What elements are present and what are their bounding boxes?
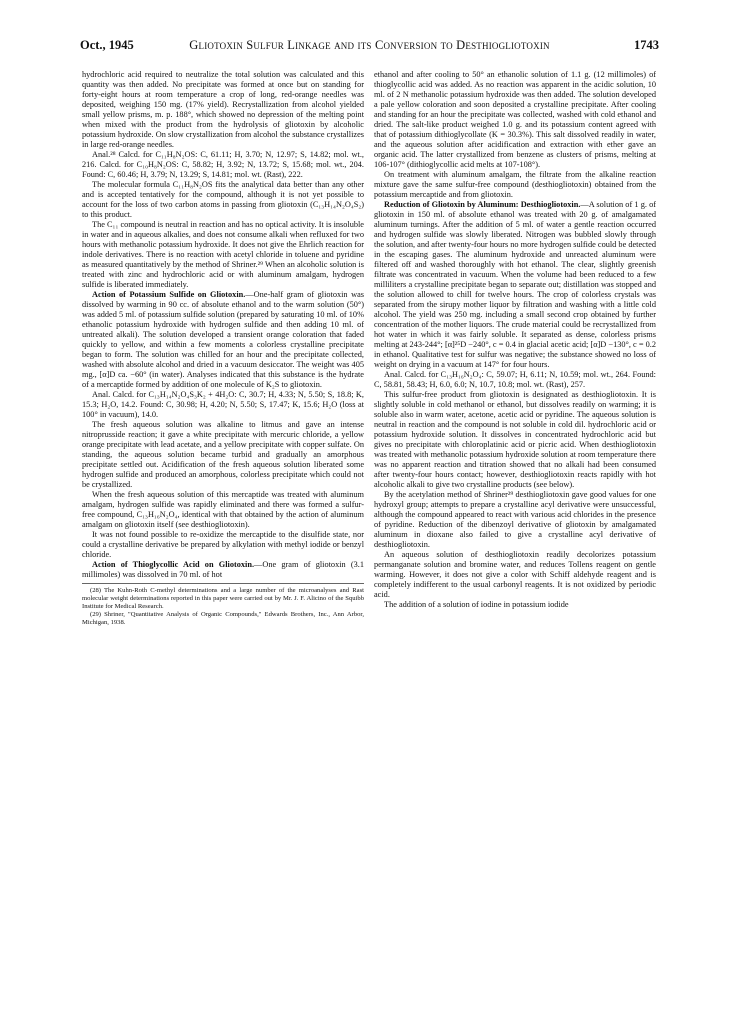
paragraph: Anal. Calcd. for C₁₃H₁₆N₂O₄: C, 59.07; H, 6.11; N, 10.59; mol. wt., 264. Found: C, 58.81, 58.43; H, 6.0, 6.0; N, 10.7, 10.8; mol. wt. (Rast), 257. xyxy=(374,370,656,389)
paragraph: The molecular formula C₁₁H₈N₂OS fits the analytical data better than any other and is accepted tentatively for the compound, although it is not yet possible to account for the loss of two carbon atoms in passing from gliotoxin (C₁₃H₁₄N₂O₄S₂) to this product. xyxy=(82,180,364,219)
paragraph: The addition of a solution of iodine in potassium iodide xyxy=(384,600,569,609)
header-page-number: 1743 xyxy=(634,38,659,52)
paragraph xyxy=(82,290,364,390)
paragraph: Anal.²⁸ Calcd. for C₁₁H₈N₂OS: C, 61.11; H, 3.70; N, 12.97; S, 14.82; mol. wt., 216. Calcd. for C₁₀H₈N₂OS: C, 58.82; H, 3.92; N, 13.72; S, 15.68; mol. wt., 204. Found: C, 60.46; H, 3.79; N, 13.29; S, 14.81; mol. wt. (Rast), 222. xyxy=(82,150,364,179)
paragraph xyxy=(374,200,656,370)
section-heading: Reduction of Gliotoxin by Aluminum: Desthiogliotoxin. xyxy=(384,200,581,209)
paragraph: On treatment with aluminum amalgam, the filtrate from the alkaline reaction mixture gave the same sulfur-free compound (desthiogliotoxin) obtained from the potassium mercaptide and from gliotoxin. xyxy=(374,170,656,199)
left-column xyxy=(82,70,364,995)
paragraph: It was not found possible to re-oxidize the mercaptide to the disulfide state, nor could a crystalline derivative be prepared by alkylation with methyl iodide or benzyl chloride. xyxy=(82,530,364,559)
paragraph: The fresh aqueous solution was alkaline to litmus and gave an intense nitroprusside reaction; it gave a white precipitate with mercuric chloride, a yellow orange precipitate with lead acetate, and a yellow precipitate with copper sulfate. On standing, the aqueous solution became turbid and gradually an amorphous precipitate settled out. Acidification of the fresh aqueous solution liberated some hydrogen sulfide and produced an amorphous, colorless precipitate which could not be crystallized. xyxy=(82,420,364,489)
running-header xyxy=(80,38,659,54)
right-column xyxy=(374,70,656,995)
paragraph-text: —A solution of 1 g. of gliotoxin in 150 ml. of absolute ethanol was treated with 20 g. of amalgamated aluminum turnings. After the addition of 5 ml. of water a gentle reaction occurred and hydrogen sulfide was slowly liberated. Nitrogen was bubbled slowly through the solution, and after twenty-four hours no more hydrogen sulfide could be detected in the escaping gases. The aluminum hydroxide and unreacted aluminum were filtered off and washed thoroughly with hot ethanol. The clear, slightly greenish filtrate was concentrated in vacuum. When the volume had been reduced to a few milliliters a crystalline precipitate began to separate out; distillation was stopped and the solution allowed to chill for twelve hours. The crop of colorless crystals was separated from the sirupy mother liquor by filtration and washing with a little cold alcohol. The yield was 250 mg. including a small second crop obtained by further concentration of the mother liquors. The crude material could be recrystallized from hot water in which it was fairly soluble. It separated as dense, colorless prisms melting at 243-244°; [α]²⁵D −240°, c = 0.4 in glacial acetic acid; [α]D −130°, c = 0.2 in ethanol. Qualitative test for sulfur was negative; the substance showed no loss of weight on drying in a vacuum at 147° for four hours. xyxy=(374,200,656,369)
footnote: (29) Shriner, "Quantitative Analysis of Organic Compounds," Edwards Brothers, Inc., Ann Arbor, Michigan, 1938. xyxy=(82,610,364,626)
paragraph: When the fresh aqueous solution of this mercaptide was treated with aluminum amalgam, hydrogen sulfide was rapidly eliminated and there was formed a sulfur-free compound, C₁₃H₁₆N₂O₄, identical with that obtained by the action of aluminum amalgam on gliotoxin itself (see desthiogliotoxin). xyxy=(82,490,364,529)
footnote-divider xyxy=(82,583,364,585)
paragraph-text: —One gram of gliotoxin (3.1 millimoles) was dissolved in 70 ml. of hot xyxy=(82,560,364,579)
paragraph xyxy=(82,560,364,580)
section-heading: Action of Potassium Sulfide on Gliotoxin. xyxy=(92,290,246,299)
header-date: Oct., 1945 xyxy=(80,38,134,52)
paragraph: By the acetylation method of Shriner²⁹ desthiogliotoxin gave good values for one hydroxyl group; attempts to prepare a crystalline acyl derivative were unsuccessful, although the compound appeared to react with various acid chlorides in the presence of pyridine. Reduction of the dibenzoyl derivative of gliotoxin by amalgamated aluminum in dioxane also failed to give a crystalline acyl derivative of desthiogliotoxin. xyxy=(374,490,656,549)
header-title: Gliotoxin Sulfur Linkage and its Conversion to Desthiogliotoxin xyxy=(189,38,550,52)
paragraph: An aqueous solution of desthiogliotoxin readily decolorizes potassium permanganate solution and bromine water, and reduces Tollens reagent on gentle warming. However, it does not give a color with Schiff aldehyde reagent and is completely indifferent to the usual carbonyl reagents. It is not oxidized by periodic acid. xyxy=(374,550,656,599)
section-heading: Action of Thioglycollic Acid on Gliotoxin. xyxy=(92,560,255,569)
paragraph: This sulfur-free product from gliotoxin is designated as desthiogliotoxin. It is slightly soluble in cold methanol or ethanol, but dissolves readily on warming; it is soluble also in warm water, acetone, acetic acid or pyridine. The aqueous solution is neutral in reaction and the compound is not soluble in cold dil. hydrochloric acid or potassium hydroxide solution. It dissolves in concentrated hydrochloric acid but gives no precipitate with chloroplatinic acid or picric acid. When desthiogliotoxin was treated with methanolic potassium hydroxide solution at room temperature there was no apparent reaction and titration showed that no alkali had been consumed after twenty-four hours contact; however, desthiogliotoxin reacts rapidly with hot alcoholic alkali to give two crystalline products (see below). xyxy=(374,390,656,489)
paragraph-text: —One-half gram of gliotoxin was dissolved by warming in 90 cc. of absolute ethanol and to the warm solution (50°) was added 5 ml. of potassium sulfide solution (prepared by saturating 10 ml. of 10% ethanolic potassium hydroxide with hydrogen sulfide and then adding 10 ml. of untreated alkali). The solution developed a transient orange coloration that faded quickly to yellow, and within a few moments a colorless crystalline precipitate began to form. The solution was chilled for an hour and the precipitate collected, washed with absolute alcohol and dried in a vacuum desiccator. The weight was 405 mg., [α]D ca. −60° (in water). Analyses indicated that this substance is the hydrate of a mercaptide formed by addition of one molecule of K₂S to gliotoxin. xyxy=(82,290,364,389)
footnote: (28) The Kuhn-Roth C-methyl determinations and a large number of the microanalyses and Rast molecular weight determinations reported in this paper were carried out by Mr. J. F. Alicino of the Squibb Institute for Medical Research. xyxy=(82,587,364,610)
paragraph: ethanol and after cooling to 50° an ethanolic solution of 1.1 g. (12 millimoles) of thioglycollic acid was added. As no reaction was apparent in the acidic solution, 10 ml. of 2 N methanolic potassium hydroxide was then added. The solution developed a pale yellow coloration and soon deposited a crystalline precipitate. After cooling and standing for an hour the precipitate was collected, washed with cold ethanol and dried. The salt-like product weighed 1.0 g. and its potassium content agreed with that of potassium dithioglycollate (K = 30.3%). This salt dissolved readily in water, and the aqueous solution after acidification and extraction with ether gave an organic acid. The latter crystallized from benzene as clusters of prisms, melting at 106-107° (dithioglycollic acid melts at 107-108°). xyxy=(374,70,656,169)
paragraph: Anal. Calcd. for C₁₃H₁₄N₂O₄S₃K₂ + 4H₂O: C, 30.7; H, 4.33; N, 5.50; S, 18.8; K, 15.3; H₂O, 14.2. Found: C, 30.98; H, 4.20; N, 5.50; S, 17.47; K, 15.6; H₂O (loss at 100° in vacuum), 14.0. xyxy=(82,390,364,419)
paragraph: The C₁₁ compound is neutral in reaction and has no optical activity. It is insoluble in water and in aqueous alkalies, and does not consume alkali when refluxed for two hours with methanolic potassium hydroxide. It does not give the Ehrlich reaction for indole derivatives. There is no reaction with acetyl chloride in toluene and pyridine as measured quantitatively by the method of Shriner.²⁹ When an alcoholic solution is treated with zinc and hydrochloric acid or with aluminum amalgam, hydrogen sulfide is liberated immediately. xyxy=(82,220,364,289)
paragraph: hydrochloric acid required to neutralize the total solution was calculated and this quantity was then added. No precipitate was formed at once but on standing for forty-eight hours at room temperature a crop of long, red-orange needles was deposited, weighing 150 mg. (17% yield). Recrystallization from alcohol yielded small yellow prisms, m. p. 188°, which showed no depression of the melting point when mixed with the product from the hydrolysis of gliotoxin by alcoholic potassium hydroxide. On slow crystallization from alcohol the substance crystallizes in large red-orange needles. xyxy=(82,70,364,149)
footnotes xyxy=(82,587,364,627)
